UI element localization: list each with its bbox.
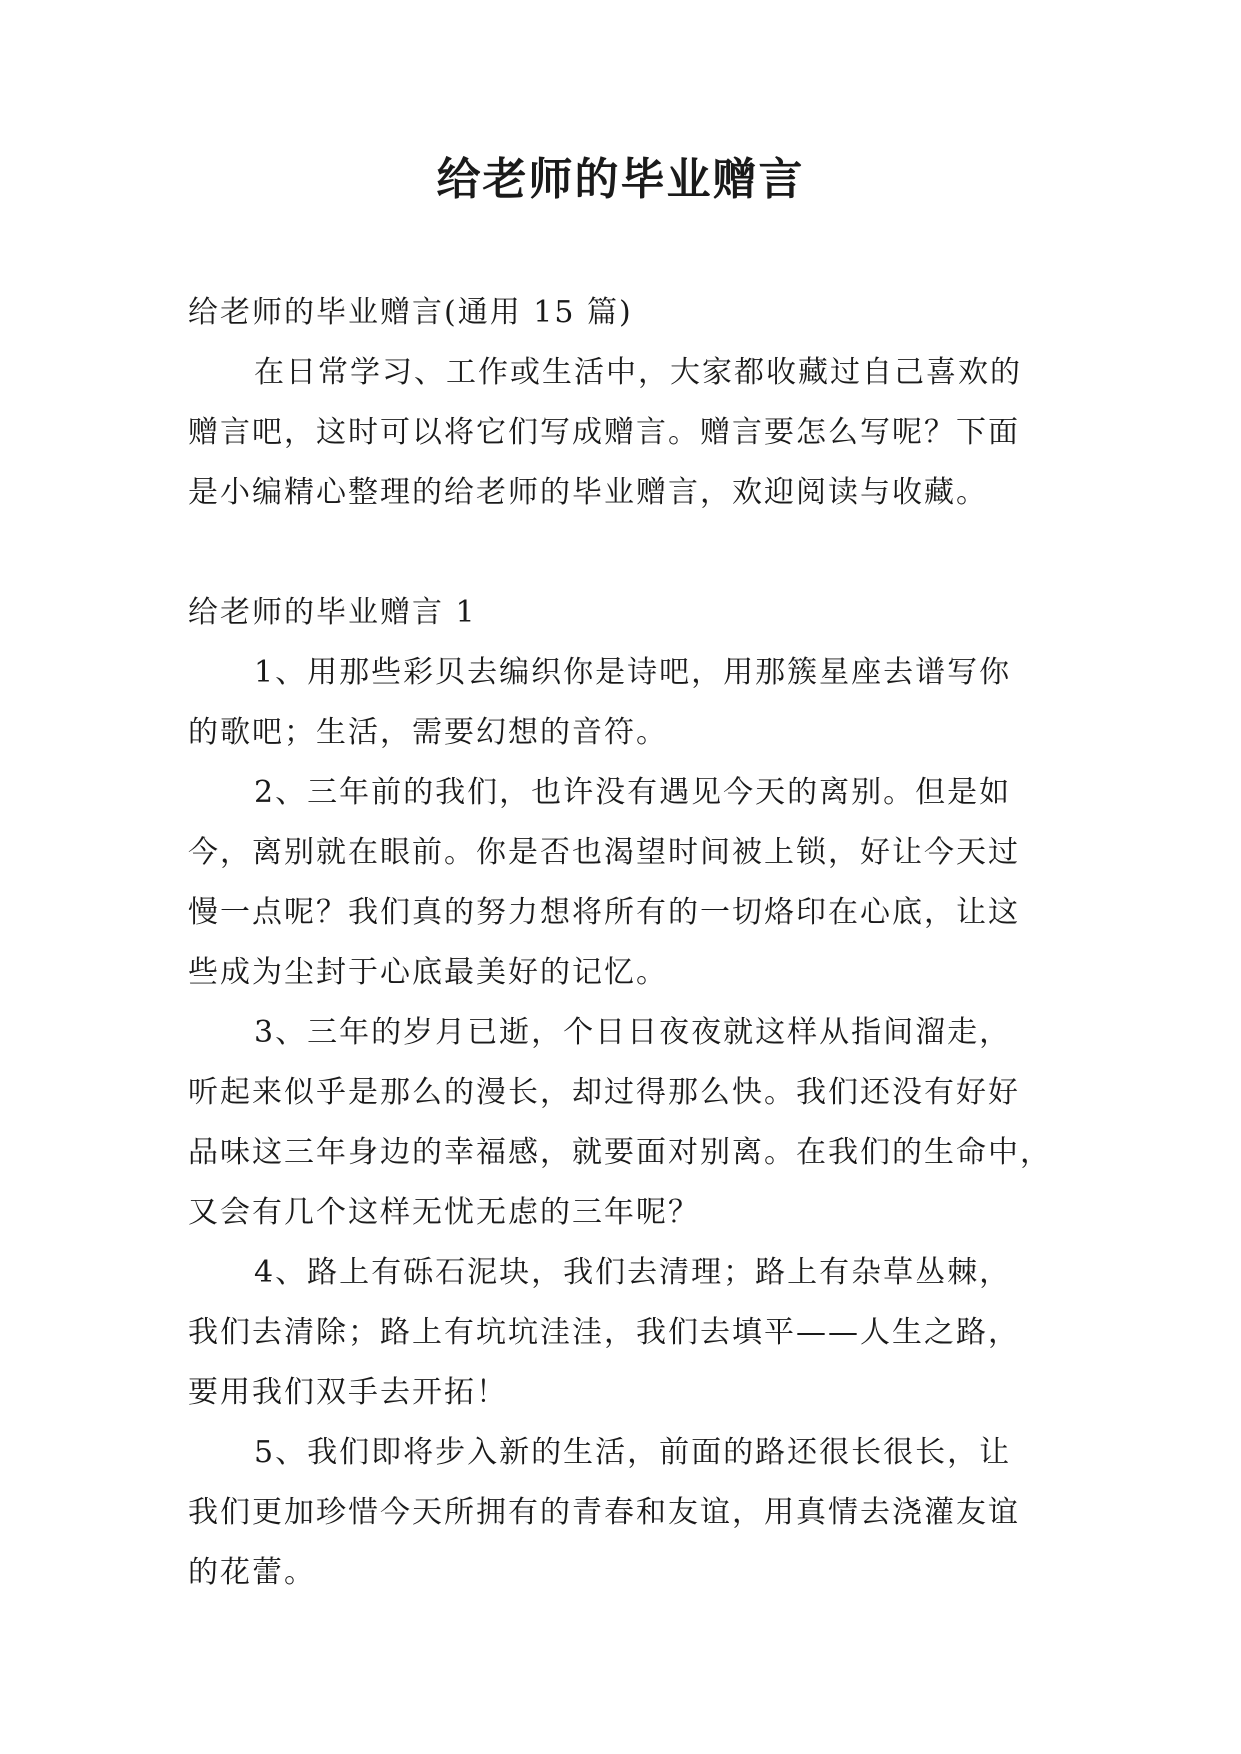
item-paragraph-1	[188, 643, 1048, 763]
item-line: 要用我们双手去开拓！	[188, 1375, 508, 1410]
item-line: 的花蕾。	[188, 1555, 316, 1590]
document-body	[188, 283, 1052, 1603]
item-line: 听起来似乎是那么的漫长，却过得那么快。我们还没有好好	[188, 1075, 1020, 1110]
intro-line: 在日常学习、工作或生活中，大家都收藏过自己喜欢的	[254, 355, 1022, 390]
item-line: 4、路上有砾石泥块，我们去清理；路上有杂草丛棘，	[254, 1255, 1012, 1290]
item-paragraph-4	[188, 1243, 1048, 1423]
item-paragraph-3	[188, 1003, 1052, 1243]
intro-paragraph	[188, 343, 1048, 523]
item-line: 我们去清除；路上有坑坑洼洼，我们去填平——人生之路，	[188, 1315, 1020, 1350]
item-line: 品味这三年身边的幸福感，就要面对别离。在我们的生命中，	[188, 1135, 1052, 1170]
paragraph-spacer	[188, 523, 1048, 583]
item-line: 2、三年前的我们，也许没有遇见今天的离别。但是如	[254, 775, 1012, 810]
item-paragraph-2	[188, 763, 1048, 1003]
document-title: 给老师的毕业赠言	[436, 154, 805, 205]
item-line: 5、我们即将步入新的生活，前面的路还很长很长，让	[254, 1435, 1012, 1470]
intro-line: 赠言吧，这时可以将它们写成赠言。赠言要怎么写呢？下面	[188, 415, 1020, 450]
item-line: 慢一点呢？我们真的努力想将所有的一切烙印在心底，让这	[188, 895, 1020, 930]
item-line: 1、用那些彩贝去编织你是诗吧，用那簇星座去谱写你	[254, 655, 1012, 690]
item-line: 我们更加珍惜今天所拥有的青春和友谊，用真情去浇灌友谊	[188, 1495, 1020, 1530]
item-paragraph-5	[188, 1423, 1048, 1603]
item-line: 又会有几个这样无忧无虑的三年呢？	[188, 1195, 700, 1230]
document-subtitle: 给老师的毕业赠言(通用 15 篇)	[188, 295, 633, 330]
item-line: 3、三年的岁月已逝，个日日夜夜就这样从指间溜走，	[254, 1015, 1012, 1050]
intro-line: 是小编精心整理的给老师的毕业赠言，欢迎阅读与收藏。	[188, 475, 988, 510]
item-line: 些成为尘封于心底最美好的记忆。	[188, 955, 668, 990]
section-heading: 给老师的毕业赠言 1	[188, 595, 477, 630]
item-line: 的歌吧；生活，需要幻想的音符。	[188, 715, 668, 750]
item-line: 今，离别就在眼前。你是否也渴望时间被上锁，好让今天过	[188, 835, 1020, 870]
